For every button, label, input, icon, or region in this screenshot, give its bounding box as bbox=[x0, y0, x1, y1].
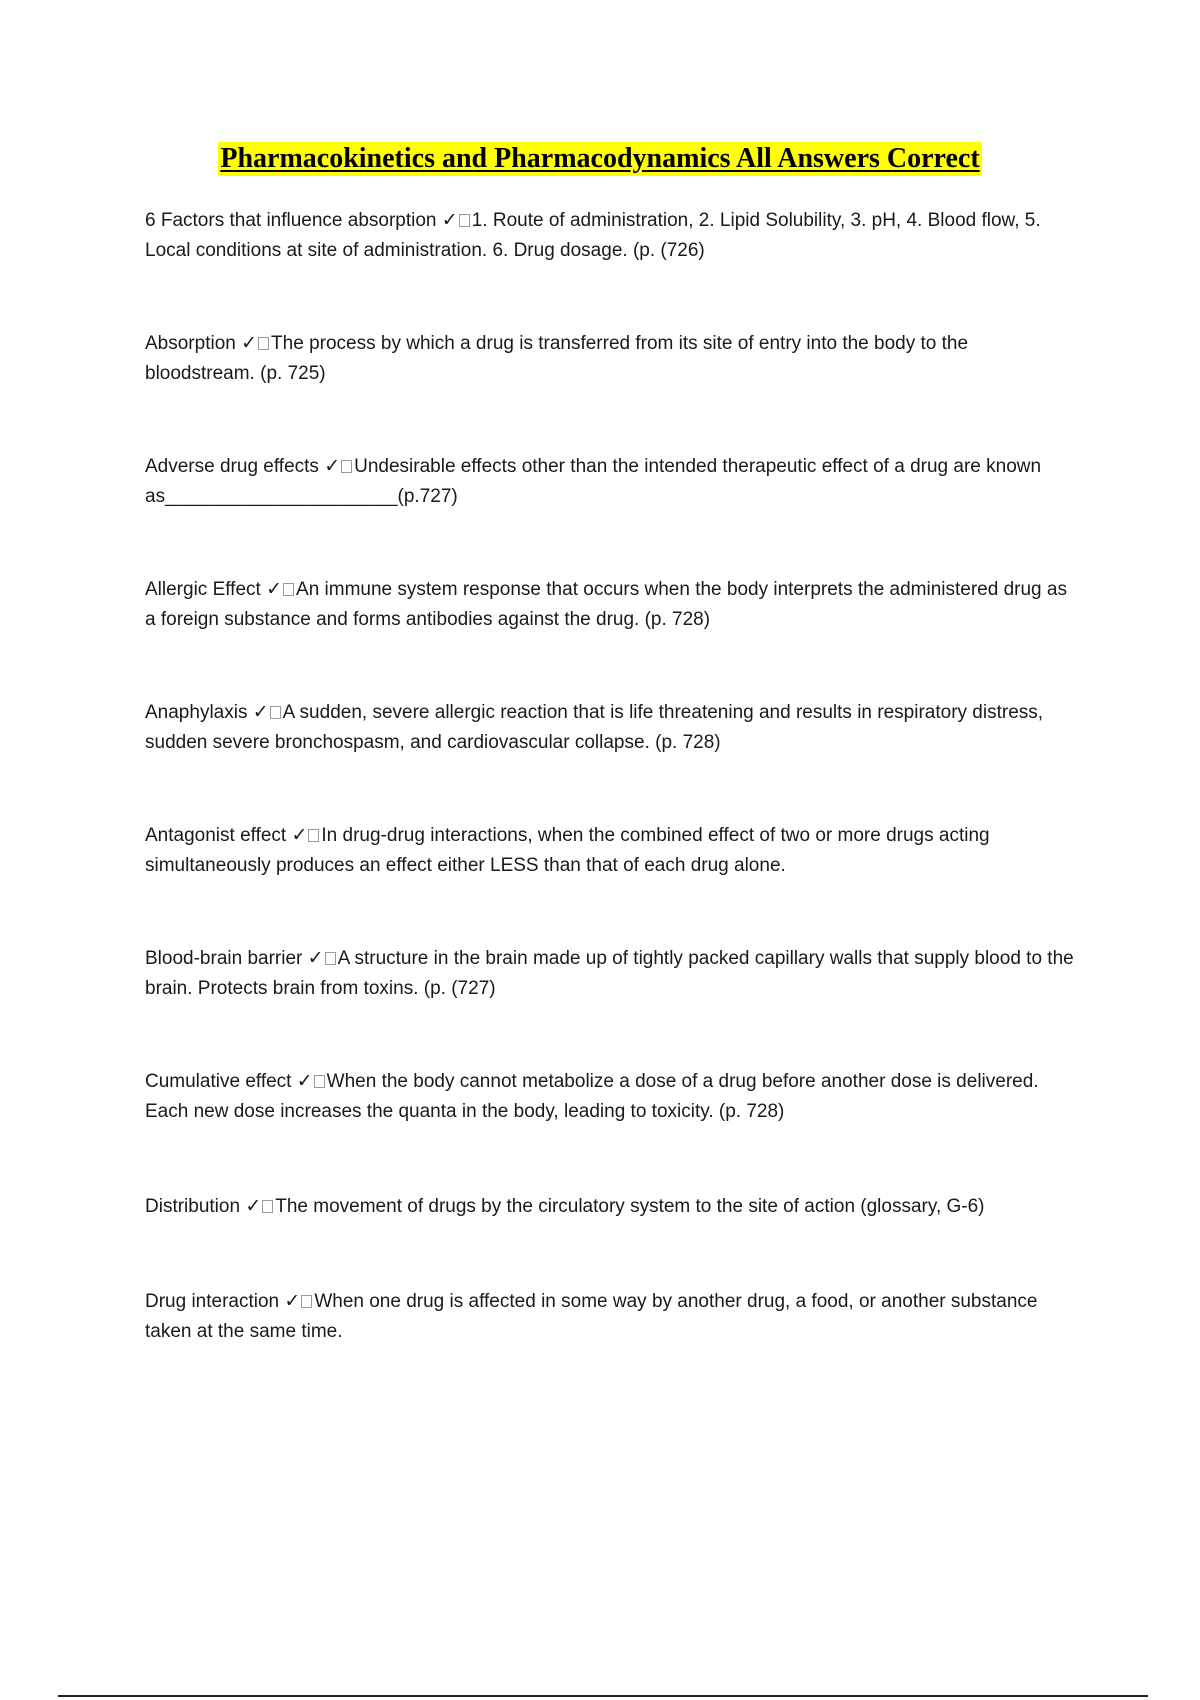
empty-box-icon bbox=[270, 706, 281, 719]
entry-term: Drug interaction bbox=[145, 1291, 280, 1312]
entry-definition: When the body cannot metabolize a dose of a drug before another dose is delivered. Each new dose increases the quanta in the body, leading to toxicity. (p. 728) bbox=[145, 1071, 1039, 1122]
checkmark-icon: ✓ bbox=[296, 1070, 313, 1092]
entry-term: 6 Factors that influence absorption bbox=[145, 210, 437, 231]
empty-box-icon bbox=[283, 583, 294, 596]
empty-box-icon bbox=[258, 337, 269, 350]
entry-definition: In drug-drug interactions, when the combined effect of two or more drugs acting simultaneously produces an effect either LESS than that of each drug alone. bbox=[145, 825, 990, 876]
checkmark-icon: ✓ bbox=[324, 455, 341, 477]
qa-entry bbox=[145, 1191, 1075, 1222]
empty-box-icon bbox=[308, 829, 319, 842]
entry-definition: A structure in the brain made up of tightly packed capillary walls that supply blood to the brain. Protects brain from toxins. (p. (727) bbox=[145, 948, 1074, 999]
entry-term: Absorption bbox=[145, 333, 236, 354]
entry-term: Distribution bbox=[145, 1196, 241, 1217]
bottom-divider bbox=[58, 1695, 1148, 1697]
empty-box-icon bbox=[341, 460, 352, 473]
checkmark-icon: ✓ bbox=[266, 578, 283, 600]
document-title: Pharmacokinetics and Pharmacodynamics All Answers Correct bbox=[220, 143, 980, 174]
entry-definition: When one drug is affected in some way by another drug, a food, or another substance taken at the same time. bbox=[145, 1291, 1038, 1342]
qa-entry bbox=[145, 943, 1075, 1004]
entry-term: Anaphylaxis bbox=[145, 702, 248, 723]
empty-box-icon bbox=[314, 1075, 325, 1088]
entry-term: Adverse drug effects bbox=[145, 456, 319, 477]
entry-definition: 1. Route of administration, 2. Lipid Solubility, 3. pH, 4. Blood flow, 5. Local conditions at site of administration. 6. Drug dosage. (p. (726) bbox=[145, 210, 1041, 261]
qa-entry bbox=[145, 205, 1075, 266]
entry-definition: Undesirable effects other than the intended therapeutic effect of a drug are known as______________________(p.727) bbox=[145, 456, 1042, 507]
empty-box-icon bbox=[262, 1200, 273, 1213]
empty-box-icon bbox=[325, 952, 336, 965]
checkmark-icon: ✓ bbox=[245, 1195, 262, 1217]
checkmark-icon: ✓ bbox=[307, 947, 324, 969]
checkmark-icon: ✓ bbox=[291, 824, 308, 846]
qa-entry bbox=[145, 697, 1075, 758]
checkmark-icon: ✓ bbox=[252, 701, 269, 723]
entry-term: Cumulative effect bbox=[145, 1071, 292, 1092]
qa-entry bbox=[145, 574, 1075, 635]
title-wrap bbox=[0, 142, 1200, 176]
qa-entry bbox=[145, 451, 1075, 512]
checkmark-icon: ✓ bbox=[241, 332, 258, 354]
checkmark-icon: ✓ bbox=[284, 1290, 301, 1312]
empty-box-icon bbox=[301, 1295, 312, 1308]
entry-term: Antagonist effect bbox=[145, 825, 287, 846]
entry-term: Allergic Effect bbox=[145, 579, 261, 600]
empty-box-icon bbox=[459, 214, 470, 227]
entry-definition: The movement of drugs by the circulatory system to the site of action (glossary, G-6) bbox=[275, 1196, 985, 1217]
qa-entry bbox=[145, 328, 1075, 389]
qa-entry bbox=[145, 1066, 1075, 1127]
entry-definition: An immune system response that occurs when the body interprets the administered drug as a foreign substance and forms antibodies against the drug. (p. 728) bbox=[145, 579, 1067, 630]
entry-definition: The process by which a drug is transferred from its site of entry into the body to the bloodstream. (p. 725) bbox=[145, 333, 969, 384]
entry-term: Blood-brain barrier bbox=[145, 948, 303, 969]
checkmark-icon: ✓ bbox=[441, 209, 458, 231]
qa-entry bbox=[145, 820, 1075, 881]
entry-definition: A sudden, severe allergic reaction that is life threatening and results in respiratory distress, sudden severe bronchospasm, and cardiovascular collapse. (p. 728) bbox=[145, 702, 1044, 753]
qa-entry bbox=[145, 1286, 1075, 1347]
